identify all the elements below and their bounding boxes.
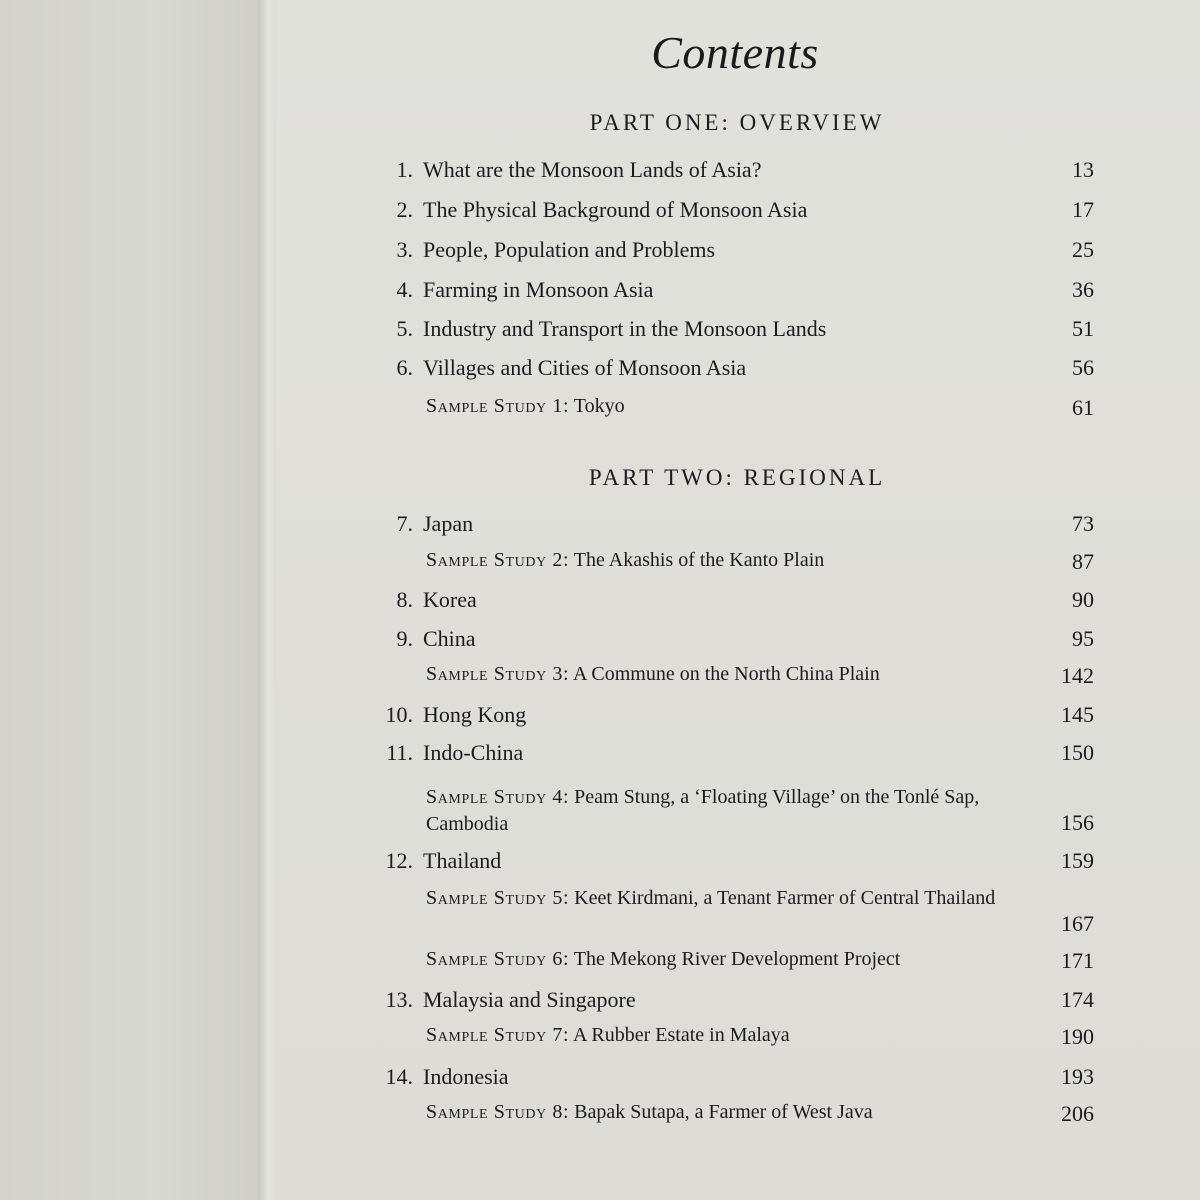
entry-page: 17 xyxy=(1072,197,1094,222)
entry-page: 36 xyxy=(1072,277,1094,302)
sample-study-title: Tokyo xyxy=(573,395,625,417)
sample-study-tag: Sample Study 7: xyxy=(426,1024,570,1046)
entry-page: 13 xyxy=(1072,157,1094,182)
entry-page: 51 xyxy=(1072,316,1094,341)
entry-title xyxy=(426,885,1006,912)
toc-entry xyxy=(0,624,1200,658)
entry-title: People, Population and Problems xyxy=(423,237,716,262)
entry-number: 2. xyxy=(396,197,413,222)
entry-title xyxy=(426,784,1016,838)
entry-page: 90 xyxy=(1072,587,1094,612)
sample-study-title: The Mekong River Development Project xyxy=(573,948,901,970)
entry-title: Thailand xyxy=(423,848,502,873)
page-title: Contents xyxy=(651,27,819,78)
toc-entry xyxy=(0,353,1200,387)
toc-entry xyxy=(0,585,1200,619)
part-two-heading: PART TWO: REGIONAL xyxy=(588,465,886,490)
toc-entry xyxy=(0,738,1200,772)
entry-title xyxy=(426,1099,1016,1126)
toc-sample-study xyxy=(0,1099,1200,1133)
part-one-heading: PART ONE: OVERVIEW xyxy=(589,110,885,135)
entry-page: 25 xyxy=(1072,237,1094,262)
sample-study-title: The Akashis of the Kanto Plain xyxy=(573,549,825,571)
entry-number: 7. xyxy=(396,511,413,536)
entry-title: What are the Monsoon Lands of Asia? xyxy=(423,157,762,182)
entry-page: 174 xyxy=(1061,987,1094,1012)
entry-number: 14. xyxy=(385,1064,413,1089)
entry-title: Japan xyxy=(423,511,474,536)
entry-page: 87 xyxy=(1072,549,1094,574)
entry-number: 11. xyxy=(386,740,413,765)
toc-entry xyxy=(0,509,1200,543)
sample-study-tag: Sample Study 1: xyxy=(426,395,570,417)
entry-title: Korea xyxy=(423,587,477,612)
entry-number: 9. xyxy=(396,626,413,651)
entry-page: 61 xyxy=(1072,395,1094,420)
entry-page: 159 xyxy=(1061,848,1094,873)
toc-entry xyxy=(0,275,1200,309)
sample-study-tag: Sample Study 2: xyxy=(426,549,570,571)
sample-study-tag: Sample Study 3: xyxy=(426,663,570,685)
entry-title: Farming in Monsoon Asia xyxy=(423,277,654,302)
sample-study-tag: Sample Study 5: xyxy=(426,887,570,909)
entry-title: China xyxy=(423,626,476,651)
entry-title: Villages and Cities of Monsoon Asia xyxy=(423,355,747,380)
entry-title: Hong Kong xyxy=(423,702,527,727)
toc-entry xyxy=(0,235,1200,269)
toc-entry xyxy=(0,700,1200,734)
toc-sample-study xyxy=(0,547,1200,581)
entry-page: 167 xyxy=(1061,911,1094,936)
entry-number: 6. xyxy=(396,355,413,380)
sample-study-title: A Rubber Estate in Malaya xyxy=(573,1024,790,1046)
entry-title: The Physical Background of Monsoon Asia xyxy=(423,197,808,222)
entry-page: 56 xyxy=(1072,355,1094,380)
entry-number: 13. xyxy=(385,987,413,1012)
toc-entry xyxy=(0,846,1200,880)
entry-number: 1. xyxy=(396,157,413,182)
entry-title: Malaysia and Singapore xyxy=(423,987,636,1012)
entry-page: 73 xyxy=(1072,511,1094,536)
sample-study-tag: Sample Study 8: xyxy=(426,1101,570,1123)
sample-study-tag: Sample Study 6: xyxy=(426,948,570,970)
entry-number: 8. xyxy=(396,587,413,612)
sample-study-title: Peam Stung, a ‘Floating Village’ on the Tonlé Sap, Cambodia xyxy=(426,786,980,835)
entry-page: 193 xyxy=(1061,1064,1094,1089)
toc-sample-study xyxy=(0,784,1200,844)
entry-page: 95 xyxy=(1072,626,1094,651)
entry-title xyxy=(426,661,1016,688)
entry-page: 142 xyxy=(1061,663,1094,688)
toc-sample-study xyxy=(0,885,1200,945)
entry-number: 3. xyxy=(396,237,413,262)
sample-study-title: Keet Kirdmani, a Tenant Farmer of Central Thailand xyxy=(574,887,996,909)
entry-title: Indo-China xyxy=(423,740,524,765)
toc-sample-study xyxy=(0,1022,1200,1056)
entry-title xyxy=(426,393,1016,420)
entry-title xyxy=(426,946,1016,973)
entry-page: 206 xyxy=(1061,1101,1094,1126)
entry-page: 171 xyxy=(1061,948,1094,973)
entry-title xyxy=(426,547,1016,574)
entry-number: 12. xyxy=(385,848,413,873)
toc-entry xyxy=(0,1062,1200,1096)
toc-entry xyxy=(0,195,1200,229)
entry-page: 145 xyxy=(1061,702,1094,727)
entry-title: Industry and Transport in the Monsoon Lands xyxy=(423,316,827,341)
toc-entry xyxy=(0,314,1200,348)
entry-title: Indonesia xyxy=(423,1064,509,1089)
entry-number: 4. xyxy=(396,277,413,302)
entry-number: 5. xyxy=(396,316,413,341)
toc-sample-study xyxy=(0,393,1200,427)
sample-study-title: A Commune on the North China Plain xyxy=(573,663,880,685)
toc-entry xyxy=(0,155,1200,189)
entry-number: 10. xyxy=(385,702,413,727)
entry-page: 190 xyxy=(1061,1024,1094,1049)
sample-study-title: Bapak Sutapa, a Farmer of West Java xyxy=(574,1101,873,1123)
toc-sample-study xyxy=(0,661,1200,695)
sample-study-tag: Sample Study 4: xyxy=(426,786,570,808)
toc-entry xyxy=(0,985,1200,1019)
toc-sample-study xyxy=(0,946,1200,980)
entry-page: 150 xyxy=(1061,740,1094,765)
entry-page: 156 xyxy=(1061,810,1094,835)
entry-title xyxy=(426,1022,1016,1049)
